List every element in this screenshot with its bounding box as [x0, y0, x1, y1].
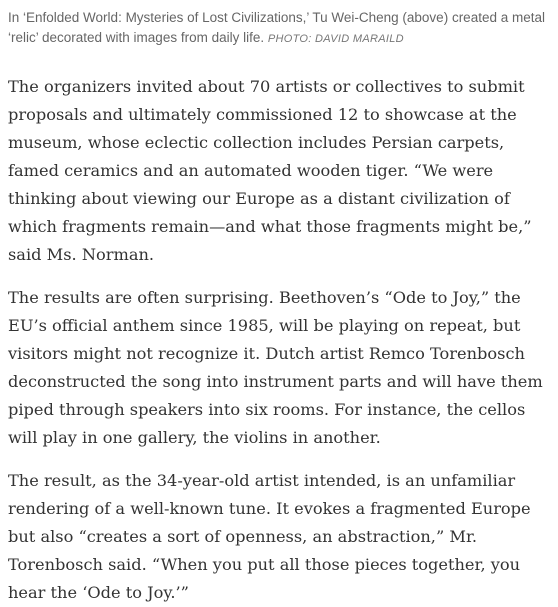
- caption-text: In ‘Enfolded World: Mysteries of Lost Civilizations,’ Tu Wei-Cheng (above) created a metal ‘relic’ decorated with images from daily life.: [8, 10, 545, 45]
- photo-credit: PHOTO: DAVID MARAILD: [267, 33, 404, 45]
- paragraph-1: The organizers invited about 70 artists or collectives to submit proposals and ultimately commissioned 12 to showcase at the museum, whose eclectic collection includes Persian carpets, famed ceramics and an automated wooden tiger. “We were thinking about viewing our Europe as a distant civilization of which fragments remain—and what those fragments might be,” said Ms. Norman.: [8, 77, 532, 264]
- paragraph-2: The results are often surprising. Beethoven’s “Ode to Joy,” the EU’s official anthem since 1985, will be playing on repeat, but visitors might not recognize it. Dutch artist Remco Torenbosch deconstructed the song into instrument parts and will have them piped through speakers into six rooms. For instance, the cellos will play in one gallery, the violins in another.: [8, 288, 543, 447]
- photo-caption: [8, 8, 548, 49]
- paragraph-3: The result, as the 34-year-old artist intended, is an unfamiliar rendering of a well-known tune. It evokes a fragmented Europe but also “creates a sort of openness, an abstraction,” Mr. Torenbosch said. “When you put all those pieces together, you hear the ‘Ode to Joy.’”: [8, 471, 531, 602]
